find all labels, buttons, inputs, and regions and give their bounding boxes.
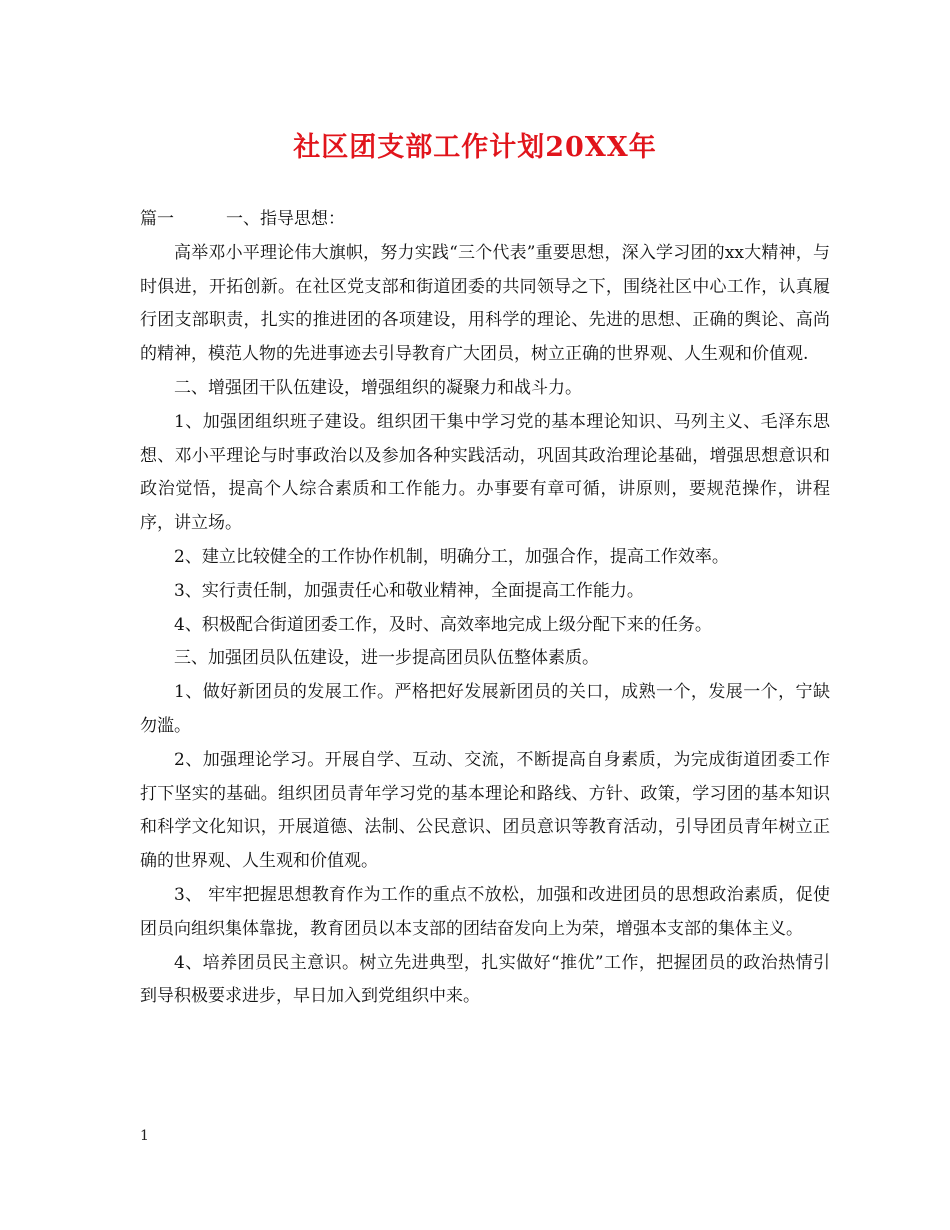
- paragraph: 2、加强理论学习。开展自学、互动、交流，不断提高自身素质，为完成街道团委工作打下坚实的基础。组织团员青年学习党的基本理论和路线、方针、政策，学习团的基本知识和科学文化知识，开展道德、法制、公民意识、团员意识等教育活动，引导团员青年树立正确的世界观、人生观和价值观。: [140, 749, 830, 872]
- paragraph: 1、做好新团员的发展工作。严格把好发展新团员的关口，成熟一个，发展一个，宁缺勿滥。: [140, 682, 830, 736]
- paragraph: 2、建立比较健全的工作协作机制，明确分工，加强合作，提高工作效率。: [174, 546, 729, 567]
- document-title: 社区团支部工作计划20XX年: [293, 132, 657, 163]
- document-body: [140, 203, 830, 1014]
- paragraph: 二、增强团干队伍建设，增强组织的凝聚力和战斗力。: [174, 377, 582, 398]
- paragraph: 1、加强团组织班子建设。组织团干集中学习党的基本理论知识、马列主义、毛泽东思想、邓小平理论与时事政治以及参加各种实践活动，巩固其政治理论基础，增强思想意识和政治觉悟，提高个人综合素质和工作能力。办事要有章可循，讲原则，要规范操作，讲程序，讲立场。: [140, 411, 830, 534]
- paragraph: 高举邓小平理论伟大旗帜，努力实践“三个代表”重要思想，深入学习团的xx大精神，与时俱进，开拓创新。在社区党支部和街道团委的共同领导之下，围绕社区中心工作，认真履行团支部职责，扎实的推进团的各项建设，用科学的理论、先进的思想、正确的舆论、高尚的精神，模范人物的先进事迹去引导教育广大团员，树立正确的世界观、人生观和价值观.: [140, 242, 830, 365]
- paragraph: 3、实行责任制，加强责任心和敬业精神，全面提高工作能力。: [174, 580, 644, 601]
- heading-guiding-thought: 一、指导思想：: [226, 209, 345, 229]
- paragraph: 4、培养团员民主意识。树立先进典型，扎实做好“推优”工作，把握团员的政治热情引到导积极要求进步，早日加入到党组织中来。: [140, 952, 830, 1007]
- page-number: 1: [140, 1128, 149, 1144]
- paragraph: 3、 牢牢把握思想教育作为工作的重点不放松，加强和改进团员的思想政治素质，促使团员向组织集体靠拢，教育团员以本支部的团结奋发向上为荣，增强本支部的集体主义。: [140, 884, 830, 939]
- section-heading: [140, 203, 830, 237]
- section-tag: 篇一: [140, 209, 174, 229]
- paragraph: 4、积极配合街道团委工作，及时、高效率地完成上级分配下来的任务。: [174, 614, 712, 635]
- paragraph: 三、加强团员队伍建设，进一步提高团员队伍整体素质。: [174, 648, 599, 669]
